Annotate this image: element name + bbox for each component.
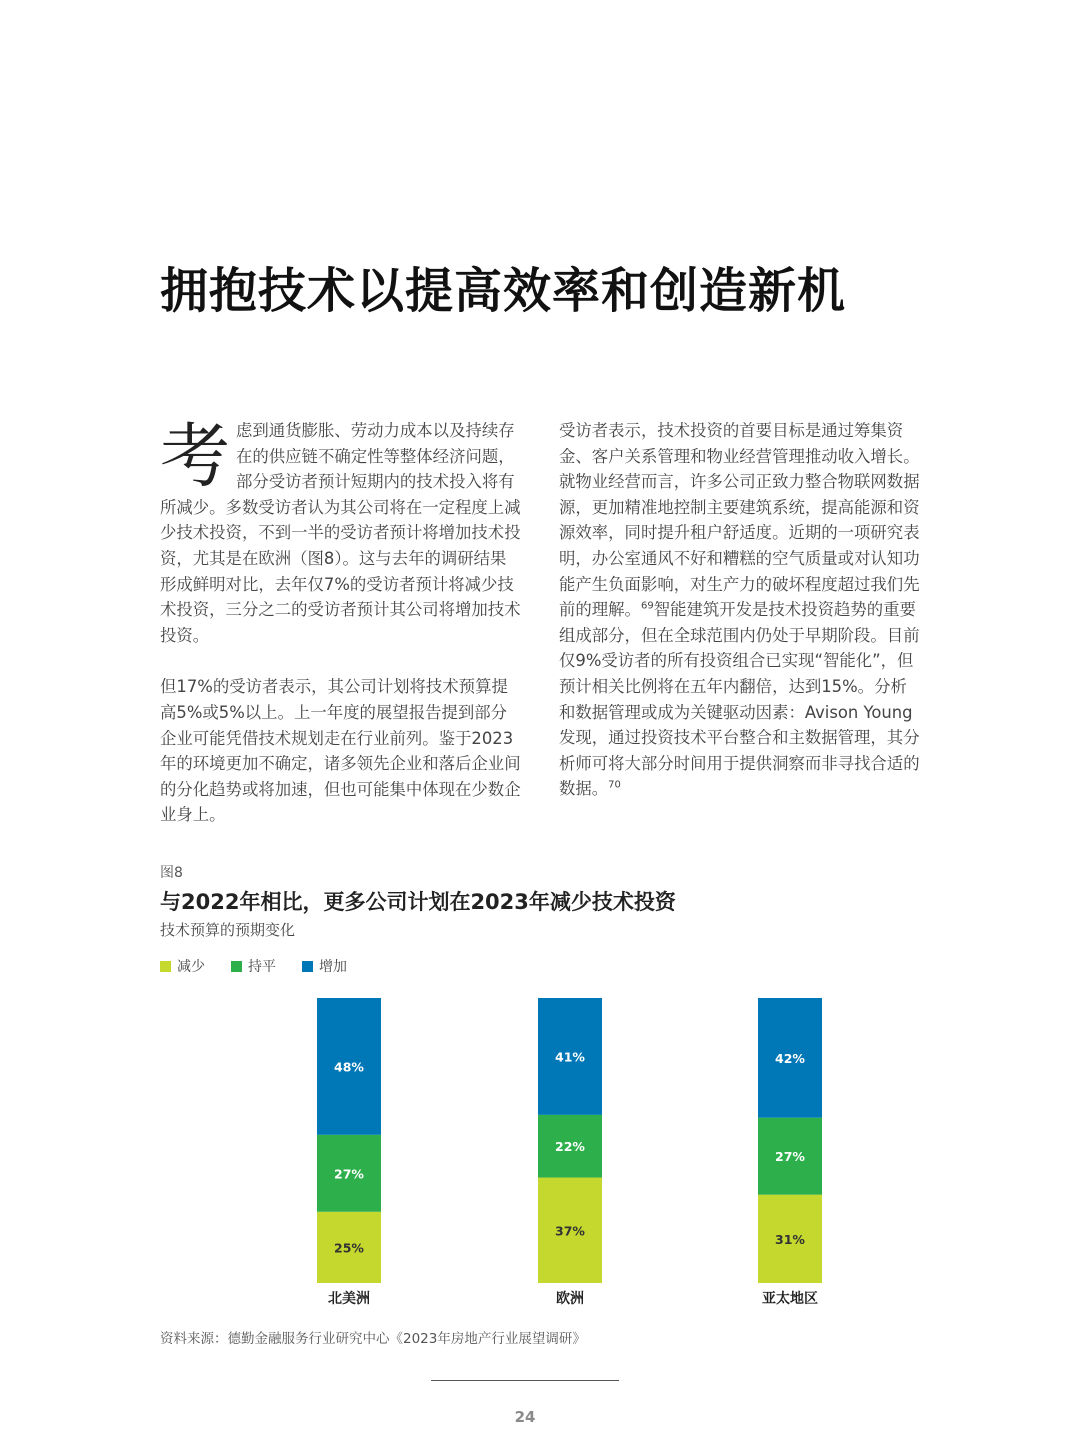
chart-subtitle: 技术预算的预期变化: [160, 921, 296, 939]
chart-title: 与2022年相比，更多公司计划在2023年减少技术投资: [160, 890, 676, 914]
data-label-north-america-flat: 27%: [334, 1166, 364, 1182]
drop-cap: 考: [160, 415, 230, 497]
data-label-europe-increase: 41%: [555, 1049, 585, 1065]
data-label-asia-pacific-increase: 42%: [775, 1050, 805, 1066]
legend-label-flat: 持平: [248, 959, 276, 975]
footer-divider: [431, 1380, 619, 1381]
legend-label-increase: 增加: [319, 959, 347, 975]
data-label-asia-pacific-decrease: 31%: [775, 1231, 805, 1247]
data-label-europe-decrease: 37%: [555, 1223, 585, 1239]
footnote-70[interactable]: 70: [608, 779, 621, 791]
page-number: 24: [514, 1408, 536, 1426]
page-title: 拥抱技术以提高效率和创造新机: [160, 263, 847, 319]
category-label-asia-pacific: 亚太地区: [762, 1291, 818, 1307]
data-label-asia-pacific-flat: 27%: [775, 1149, 805, 1165]
paragraph-3-text-a: 受访者表示，技术投资的首要目标是通过筹集资金、客户关系管理和物业经营管理推动收入增长。就物业经营而言，许多公司正致力整合物联网数据源，更加精准地控制主要建筑系统，提高能源和资源效率，同时提升租户舒适度。近期的一项研究表明，办公室通风不好和糟糕的空气质量或对认知功能产生负面影响，对生产力的破坏程度超过我们先前的理解。: [559, 421, 920, 620]
paragraph-3-text-b: 智能建筑开发是技术投资趋势的重要组成部分，但在全球范围内仍处于早期阶段。目前仅9%受访者的所有投资组合已实现“智能化”，但预计相关比例将在五年内翻倍，达到15%。分析和数据管理或成为关键驱动因素：Avison Young发现，通过投资技术平台整合和主数据管理，其分析师可将大部分时间用于提供洞察而非寻找合适的数据。: [559, 600, 920, 799]
data-label-europe-flat: 22%: [555, 1139, 585, 1155]
legend-label-decrease: 减少: [177, 959, 205, 975]
paragraph-1-text: 虑到通货膨胀、劳动力成本以及持续存在的供应链不确定性等整体经济问题，部分受访者预计短期内的技术投入将有所减少。多数受访者认为其公司将在一定程度上减少技术投资，不到一半的受访者预计将增加技术投资，尤其是在欧洲（图8）。这与去年的调研结果形成鲜明对比，去年仅7%的受访者预计将减少技术投资，三分之二的受访者预计其公司将增加技术投资。: [160, 421, 521, 645]
category-label-europe: 欧洲: [556, 1291, 584, 1307]
data-label-north-america-decrease: 25%: [334, 1240, 364, 1256]
footnote-69[interactable]: 69: [640, 600, 654, 612]
figure-label: 图8: [160, 865, 183, 881]
paragraph-2: 但17%的受访者表示，其公司计划将技术预算提高5%或5%以上。上一年度的展望报告提到部分企业可能凭借技术规划走在行业前列。鉴于2023年的环境更加不确定，诸多领先企业和落后企业间的分化趋势或将加速，但也可能集中体现在少数企业身上。: [160, 677, 521, 825]
category-label-north-america: 北美洲: [328, 1291, 370, 1307]
data-label-north-america-increase: 48%: [334, 1059, 364, 1075]
figure-source: 资料来源：德勤金融服务行业研究中心《2023年房地产行业展望调研》: [160, 1331, 586, 1347]
